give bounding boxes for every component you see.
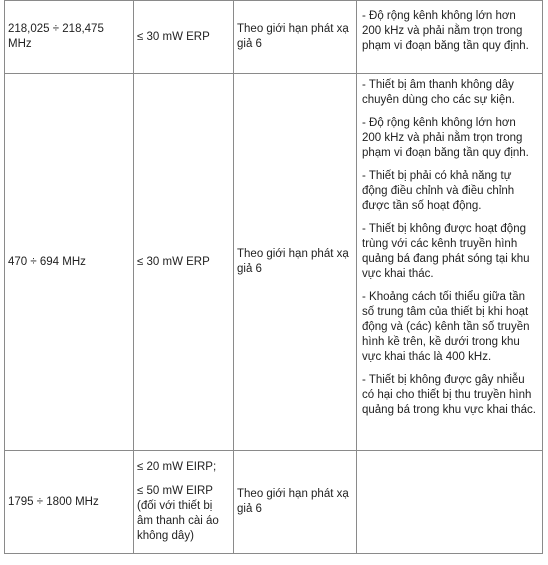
frequency-cell: 1795 ÷ 1800 MHz	[5, 451, 134, 554]
emission-cell: Theo giới hạn phát xạ giả 6	[234, 451, 357, 554]
note-text: - Độ rộng kênh không lớn hơn 200 kHz và phải nằm trọn trong phạm vi đoạn băng tần quy định.	[362, 10, 529, 52]
table-row	[5, 74, 543, 451]
power-cell	[134, 1, 234, 74]
note-text: - Thiết bị phải có khả năng tự động điều chỉnh và điều chỉnh được tần số hoạt động.	[362, 170, 515, 212]
frequency-cell: 470 ÷ 694 MHz	[5, 74, 134, 451]
table-row	[5, 1, 543, 74]
table-row	[5, 451, 543, 554]
note-text: - Thiết bị không được hoạt động trùng với các kênh truyền hình quảng bá đang phát sóng tại khu vực khai thác.	[362, 223, 530, 280]
power-text: ≤ 50 mW EIRP (đối với thiết bị âm thanh cài áo không dây)	[137, 485, 219, 542]
emission-cell: Theo giới hạn phát xạ giả 6	[234, 74, 357, 451]
note-text: - Thiết bị âm thanh không dây chuyên dùng cho các sự kiện.	[362, 79, 515, 106]
frequency-table	[4, 0, 543, 554]
note-text: - Thiết bị không được gây nhiễu có hại cho thiết bị thu truyền hình quảng bá trong khu vực khai thác.	[362, 374, 536, 416]
power-text: ≤ 30 mW ERP	[137, 255, 210, 268]
notes-cell	[357, 451, 543, 554]
note-text: - Khoảng cách tối thiểu giữa tần số trung tâm của thiết bị khi hoạt động và (các) kênh tần số truyền hình kề trên, kề dưới trong khu vực khai thác là 400 kHz.	[362, 291, 530, 363]
power-cell	[134, 451, 234, 554]
note-text: - Độ rộng kênh không lớn hơn 200 kHz và phải nằm trọn trong phạm vi đoạn băng tần quy định.	[362, 117, 529, 159]
power-text: ≤ 30 mW ERP	[137, 30, 210, 43]
emission-cell: Theo giới hạn phát xạ giả 6	[234, 1, 357, 74]
notes-cell	[357, 1, 543, 74]
frequency-cell: 218,025 ÷ 218,475 MHz	[5, 1, 134, 74]
power-cell	[134, 74, 234, 451]
power-text: ≤ 20 mW EIRP;	[137, 461, 217, 473]
notes-cell	[357, 74, 543, 451]
